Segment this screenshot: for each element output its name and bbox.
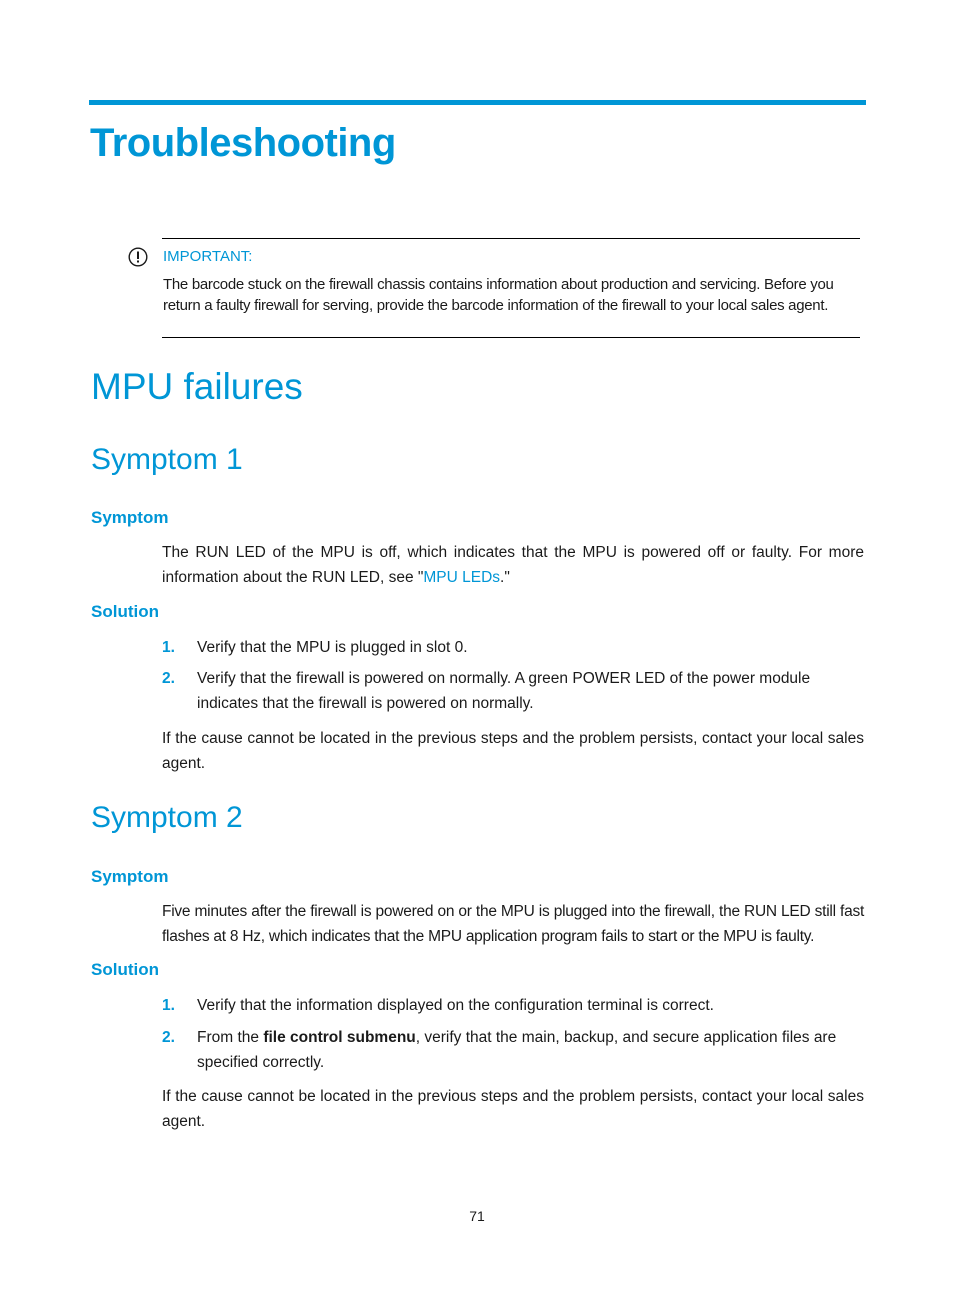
symptom1-title: Symptom 1	[91, 443, 243, 476]
symptom1-closing: If the cause cannot be located in the previous steps and the problem persists, contact your local sales agent.	[162, 730, 864, 772]
symptom2-step2-text	[197, 1025, 857, 1075]
mpu-leds-link[interactable]: MPU LEDs	[423, 569, 501, 586]
exclamation-circle-icon	[128, 247, 148, 267]
symptom2-symptom-heading: Symptom	[91, 867, 169, 886]
important-rule-top	[162, 238, 860, 239]
important-rule-bottom	[162, 337, 860, 338]
symptom1-step2-number: 2.	[162, 670, 175, 687]
chapter-top-rule	[89, 100, 866, 105]
symptom1-step2-text: Verify that the firewall is powered on normally. A green POWER LED of the power module indicates that the firewall is powered on normally.	[197, 670, 811, 712]
chapter-title: Troubleshooting	[90, 121, 396, 165]
symptom1-text-after: ."	[500, 569, 510, 586]
symptom2-closing: If the cause cannot be located in the previous steps and the problem persists, contact your local sales agent.	[162, 1088, 864, 1130]
symptom2-step2-text-after: , verify that the main, backup, and secure application files are specified correctly.	[197, 1029, 837, 1071]
symptom2-step2-number: 2.	[162, 1029, 175, 1046]
important-text: The barcode stuck on the firewall chassis contains information about production and servicing. Before you return a faulty firewall for serving, provide the barcode information of the firewall to your local sales agent.	[163, 276, 834, 314]
symptom1-step1-text: Verify that the MPU is plugged in slot 0.	[197, 639, 468, 656]
symptom1-solution-heading: Solution	[91, 602, 159, 621]
symptom2-solution-heading: Solution	[91, 960, 159, 979]
file-control-submenu-term: file control submenu	[263, 1029, 416, 1046]
symptom1-symptom-heading: Symptom	[91, 508, 169, 527]
symptom1-symptom-text	[162, 540, 864, 590]
symptom2-step1-text: Verify that the information displayed on the configuration terminal is correct.	[197, 997, 714, 1014]
symptom2-symptom-text: Five minutes after the firewall is powered on or the MPU is plugged into the firewall, the RUN LED still fast flashes at 8 Hz, which indicates that the MPU application program fails to start or the MPU is faulty.	[162, 903, 864, 945]
symptom2-title: Symptom 2	[91, 801, 243, 834]
symptom1-text-before: The RUN LED of the MPU is off, which indicates that the MPU is powered off or faulty. For more information about the RUN LED, see "	[162, 544, 864, 586]
page-number: 71	[469, 1208, 485, 1224]
symptom2-step2-text-before: From the	[197, 1029, 264, 1046]
important-label: IMPORTANT:	[163, 248, 253, 265]
symptom1-step1-number: 1.	[162, 639, 175, 656]
section-title: MPU failures	[91, 366, 303, 407]
symptom2-step1-number: 1.	[162, 997, 175, 1014]
